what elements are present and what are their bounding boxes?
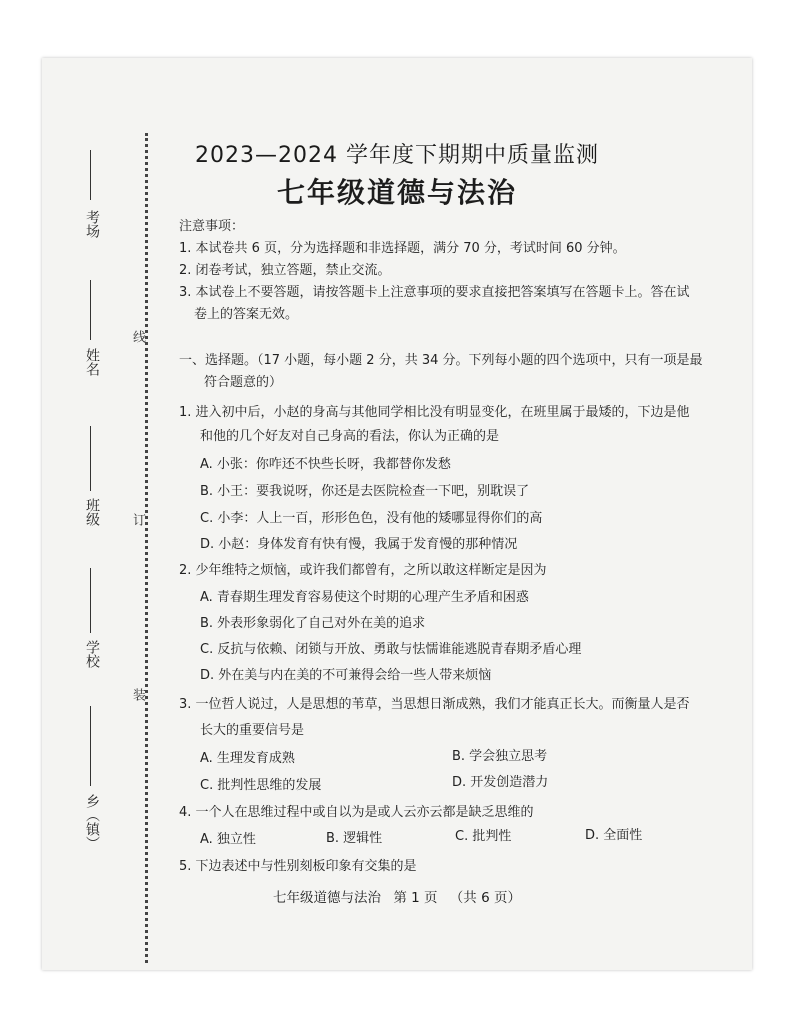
exam-page xyxy=(42,58,752,970)
answer-option[interactable]: A. 青春期生理发育容易使这个时期的心理产生矛盾和困惑 xyxy=(200,590,529,605)
binding-mark-zhuang: 装 xyxy=(130,688,145,701)
footer-total-pages: （共 6 页） xyxy=(449,890,521,906)
answer-option[interactable]: C. 批判性思维的发展 xyxy=(200,778,322,793)
answer-option[interactable]: C. 反抗与依赖、闭锁与开放、勇敢与怯懦谁能逃脱青春期矛盾心理 xyxy=(200,642,582,657)
question-stem: 1. 进入初中后，小赵的身高与其他同学相比没有明显变化，在班里属于最矮的，下边是他 xyxy=(179,405,690,420)
question-stem: 和他的几个好友对自己身高的看法，你认为正确的是 xyxy=(200,429,500,444)
answer-option[interactable]: D. 小赵：身体发育有快有慢，我属于发育慢的那种情况 xyxy=(200,537,518,552)
field-label: 班级 xyxy=(84,498,100,526)
answer-option[interactable]: D. 全面性 xyxy=(585,828,643,843)
page-footer xyxy=(42,886,752,906)
answer-option[interactable]: C. 小李：人上一百，形形色色，没有他的矮哪显得你们的高 xyxy=(200,511,543,526)
answer-option[interactable]: D. 外在美与内在美的不可兼得会给一些人带来烦恼 xyxy=(200,668,492,683)
section-heading: 一、选择题。（17 小题，每小题 2 分，共 34 分。下列每小题的四个选项中，只有一项是最 xyxy=(179,353,703,368)
answer-option[interactable]: A. 独立性 xyxy=(200,832,256,847)
answer-option[interactable]: A. 小张：你咋还不快些长呀，我都替你发愁 xyxy=(200,457,451,472)
notice-item: 3. 本试卷上不要答题，请按答题卡上注意事项的要求直接把答案填写在答题卡上。答在试 xyxy=(179,285,690,300)
exam-title-subject: 七年级道德与法治 xyxy=(276,176,517,209)
notice-item: 卷上的答案无效。 xyxy=(194,307,299,322)
question-stem: 5. 下边表述中与性别刻板印象有交集的是 xyxy=(179,859,417,874)
notice-item: 1. 本试卷共 6 页，分为选择题和非选择题，满分 70 分，考试时间 60 分钟。 xyxy=(179,241,626,256)
binding-mark-xian: 线 xyxy=(130,330,145,343)
field-label: 乡（镇） xyxy=(84,794,100,850)
answer-option[interactable]: A. 生理发育成熟 xyxy=(200,751,295,766)
notice-item: 2. 闭卷考试，独立答题，禁止交流。 xyxy=(179,263,391,278)
question-stem: 4. 一个人在思维过程中或自以为是或人云亦云都是缺乏思维的 xyxy=(179,805,534,820)
answer-option[interactable]: C. 批判性 xyxy=(455,829,512,844)
answer-option[interactable]: B. 外表形象弱化了自己对外在美的追求 xyxy=(200,616,426,631)
exam-title-year: 2023—2024 学年度下期期中质量监测 xyxy=(195,143,599,168)
footer-subject: 七年级道德与法治 xyxy=(273,890,382,906)
answer-option[interactable]: B. 逻辑性 xyxy=(326,831,383,846)
notice-heading: 注意事项： xyxy=(179,219,245,234)
footer-page-number: 第 1 页 xyxy=(393,890,438,906)
answer-option[interactable]: B. 小王：要我说呀，你还是去医院检查一下吧，别耽误了 xyxy=(200,484,530,499)
answer-option[interactable]: D. 开发创造潜力 xyxy=(452,775,549,790)
binding-mark-ding: 订 xyxy=(130,513,145,526)
exam-content xyxy=(42,58,752,970)
question-stem: 3. 一位哲人说过，人是思想的苇草，当思想日渐成熟，我们才能真正长大。而衡量人是否 xyxy=(179,697,690,712)
question-stem: 长大的重要信号是 xyxy=(200,723,305,738)
field-label: 考场 xyxy=(84,210,100,238)
question-stem: 2. 少年维特之烦恼，或许我们都曾有，之所以敢这样断定是因为 xyxy=(179,563,547,578)
answer-option[interactable]: B. 学会独立思考 xyxy=(452,749,548,764)
field-label: 姓名 xyxy=(84,348,100,376)
field-label: 学校 xyxy=(84,640,100,668)
section-heading-cont: 符合题意的） xyxy=(204,375,283,390)
